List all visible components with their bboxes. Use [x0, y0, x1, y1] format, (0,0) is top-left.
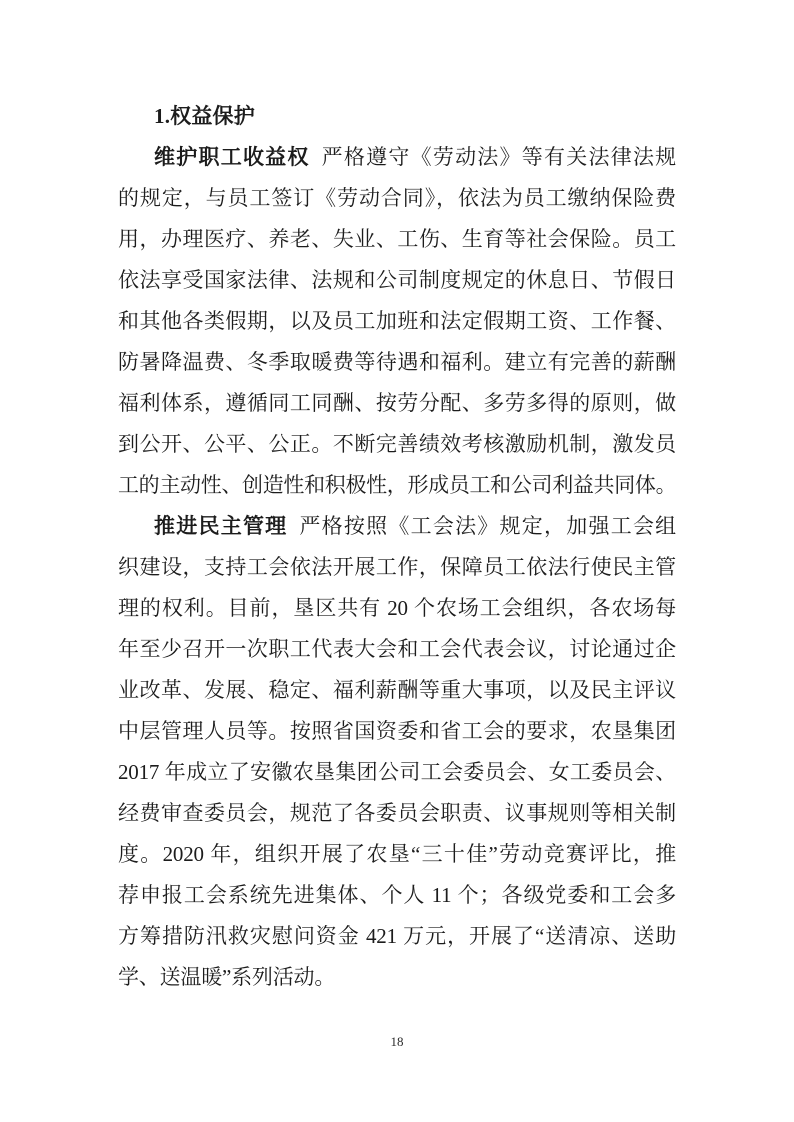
line-text: 严格遵守《劳动法》等有关法律法规: [321, 145, 676, 169]
text-line: 荐申报工会系统先进集体、个人 11 个；各级党委和工会多: [118, 883, 676, 907]
text-line: 度。2020 年，组织开展了农垦“三十佳”劳动竞赛评比，推: [118, 842, 676, 866]
text-line: 的规定，与员工签订《劳动合同》，依法为员工缴纳保险费: [118, 186, 676, 210]
page-body-text: [118, 96, 676, 998]
text-line: 方筹措防汛救灾慰问资金 421 万元，开展了“送清凉、送助: [118, 924, 676, 948]
text-line: [118, 506, 676, 547]
paragraph-lead-bold: 维护职工收益权: [154, 145, 310, 169]
line-text: 严格按照《工会法》规定，加强工会组: [299, 514, 676, 538]
text-line: 业改革、发展、稳定、福利薪酬等重大事项，以及民主评议: [118, 678, 676, 702]
text-line: 理的权利。目前，垦区共有 20 个农场工会组织，各农场每: [118, 596, 676, 620]
text-line: 经费审查委员会，规范了各委员会职责、议事规则等相关制: [118, 801, 676, 825]
text-line: [118, 137, 676, 178]
paragraph-democratic-management: [118, 506, 676, 998]
paragraph-rights-protection: [118, 137, 676, 506]
text-line: 中层管理人员等。按照省国资委和省工会的要求，农垦集团: [118, 719, 676, 743]
text-line: 依法享受国家法律、法规和公司制度规定的休息日、节假日: [118, 268, 676, 292]
text-line: 用，办理医疗、养老、失业、工伤、生育等社会保险。员工: [118, 227, 676, 251]
section-heading: 1.权益保护: [154, 104, 255, 128]
page-footer: [0, 1034, 794, 1050]
text-line: 织建设，支持工会依法开展工作，保障员工依法行使民主管: [118, 555, 676, 579]
text-line: 年至少召开一次职工代表大会和工会代表会议，讨论通过企: [118, 637, 676, 661]
text-line: 福利体系，遵循同工同酬、按劳分配、多劳多得的原则，做: [118, 391, 676, 415]
paragraph-lead-bold: 推进民主管理: [154, 514, 288, 538]
text-line: 学、送温暖”系列活动。: [118, 965, 336, 989]
text-line: 防暑降温费、冬季取暖费等待遇和福利。建立有完善的薪酬: [118, 350, 676, 374]
text-line: 2017 年成立了安徽农垦集团公司工会委员会、女工委员会、: [118, 760, 676, 784]
text-line: 和其他各类假期，以及员工加班和法定假期工资、工作餐、: [118, 309, 676, 333]
text-line: 到公开、公平、公正。不断完善绩效考核激励机制，激发员: [118, 432, 676, 456]
text-line: 工的主动性、创造性和积极性，形成员工和公司利益共同体。: [118, 473, 676, 497]
page-number: 18: [390, 1034, 404, 1049]
